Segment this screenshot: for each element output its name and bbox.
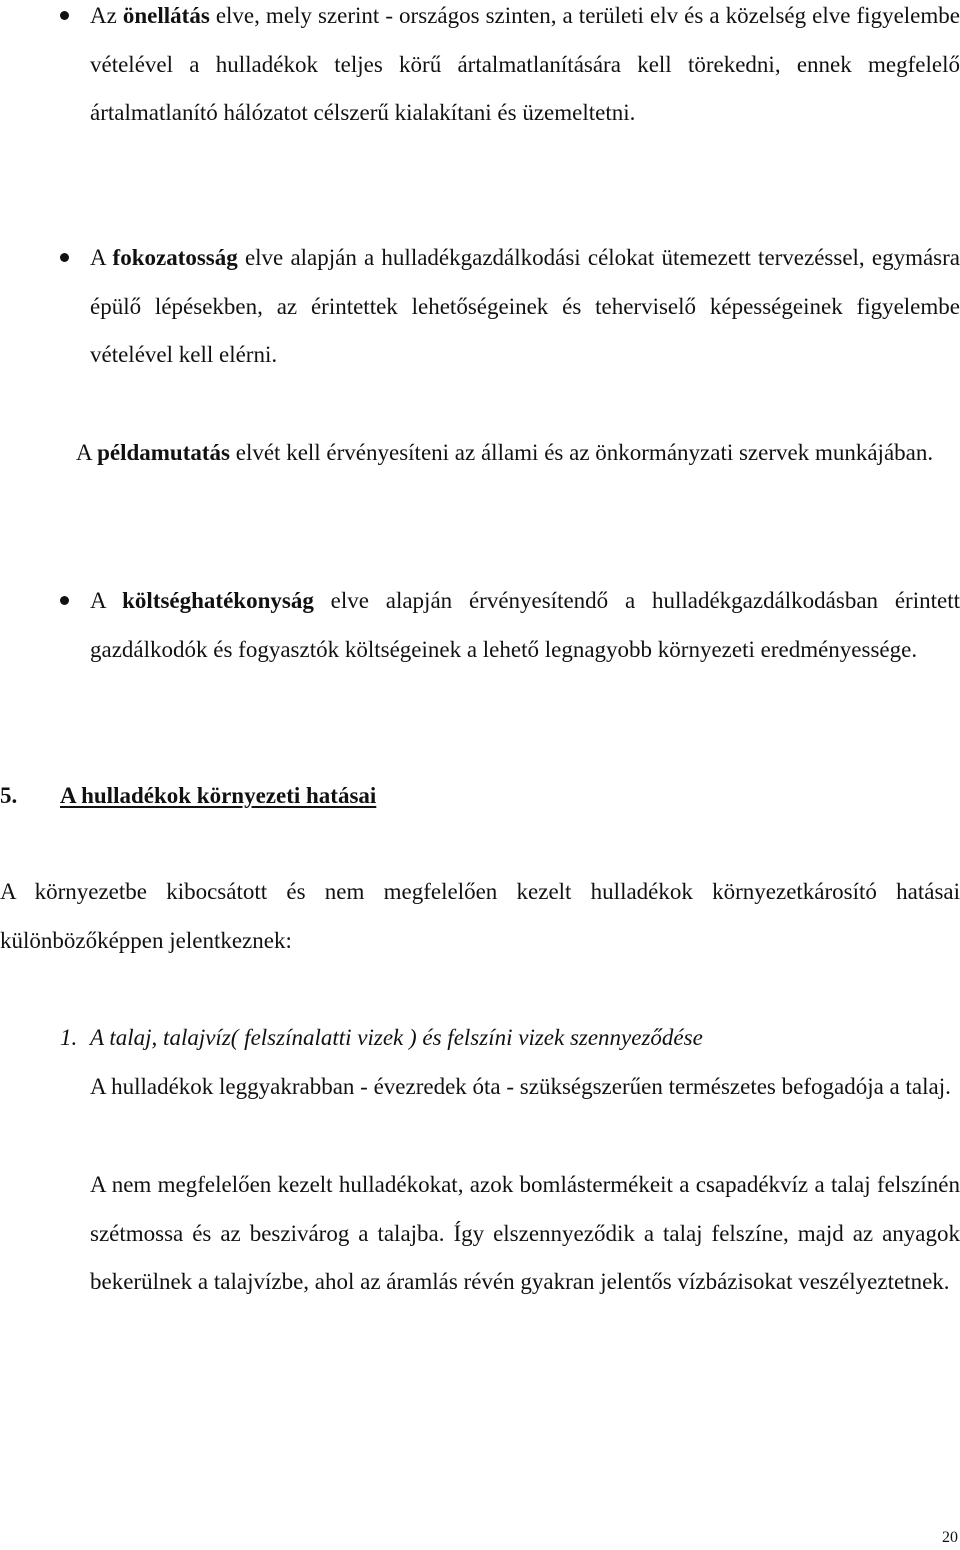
bullet-text-pre: A bbox=[90, 245, 113, 270]
bullet-text-post: elve alapján érvényesítendő a hulladékgazdálkodásban érintett gazdálkodók és fogyasztók költségeinek a lehető legnagyobb környezeti eredményessége. bbox=[90, 588, 960, 662]
bullet-term: költséghatékonyság bbox=[122, 588, 314, 613]
bullet-text-pre: Az bbox=[90, 3, 123, 28]
section-title: A hulladékok környezeti hatásai bbox=[60, 783, 377, 808]
section-intro: A környezetbe kibocsátott és nem megfelelően kezelt hulladékok környezetkárosító hatásai különbözőképpen jelentkeznek: bbox=[0, 879, 960, 953]
paragraph-term: példamutatás bbox=[97, 440, 230, 465]
bullet-icon bbox=[60, 11, 69, 20]
bullet-icon bbox=[60, 253, 69, 262]
subsection-paragraph: A hulladékok leggyakrabban - évezredek óta - szükségszerűen természetes befogadója a talaj. bbox=[90, 1074, 951, 1099]
bullet-item-fokozatossag bbox=[90, 234, 960, 380]
bullet-icon bbox=[60, 596, 69, 605]
section-number: 5. bbox=[0, 783, 18, 808]
paragraph-text-pre: A bbox=[76, 440, 98, 465]
subsection-paragraph: A nem megfelelően kezelt hulladékokat, azok bomlástermékeit a csapadékvíz a talaj felszínén szétmossa és az beszivárog a talajba. Így elszennyeződik a talaj felszíne, majd az anyagok bekerülnek a talajvízbe, ahol az áramlás révén gyakran jelentős vízbázisokat veszélyeztetnek. bbox=[90, 1172, 960, 1294]
page-number: 20 bbox=[942, 1529, 958, 1546]
bullet-text-pre: A bbox=[90, 588, 123, 613]
paragraph-text-post: elvét kell érvényesíteni az állami és az önkormányzati szervek munkájában. bbox=[230, 440, 934, 465]
subsection-heading bbox=[60, 1014, 960, 1063]
paragraph-peldamutatas bbox=[76, 429, 960, 478]
bullet-term: fokozatosság bbox=[112, 245, 238, 270]
bullet-text-post: elve alapján a hulladékgazdálkodási célokat ütemezett tervezéssel, egymásra épülő lépésekben, az érintettek lehetőségeinek és teherviselő képességeinek figyelembe vételével kell elérni. bbox=[90, 245, 960, 367]
bullet-text-post: elve, mely szerint - országos szinten, a területi elv és a közelség elve figyelembe vételével a hulladékok teljes körű ártalmatlanítására kell törekedni, ennek megfelelő ártalmatlanító hálózatot célszerű kialakítani és üzemeltetni. bbox=[90, 3, 960, 125]
subsection-number: 1. bbox=[60, 1025, 78, 1050]
section-heading bbox=[0, 772, 960, 821]
bullet-item-koltseghatekonysag bbox=[90, 577, 960, 674]
subsection-title: A talaj, talajvíz( felszínalatti vizek ) és felszíni vizek szennyeződése bbox=[90, 1025, 703, 1050]
bullet-item-onellatas bbox=[90, 0, 960, 138]
bullet-term: önellátás bbox=[122, 3, 210, 28]
